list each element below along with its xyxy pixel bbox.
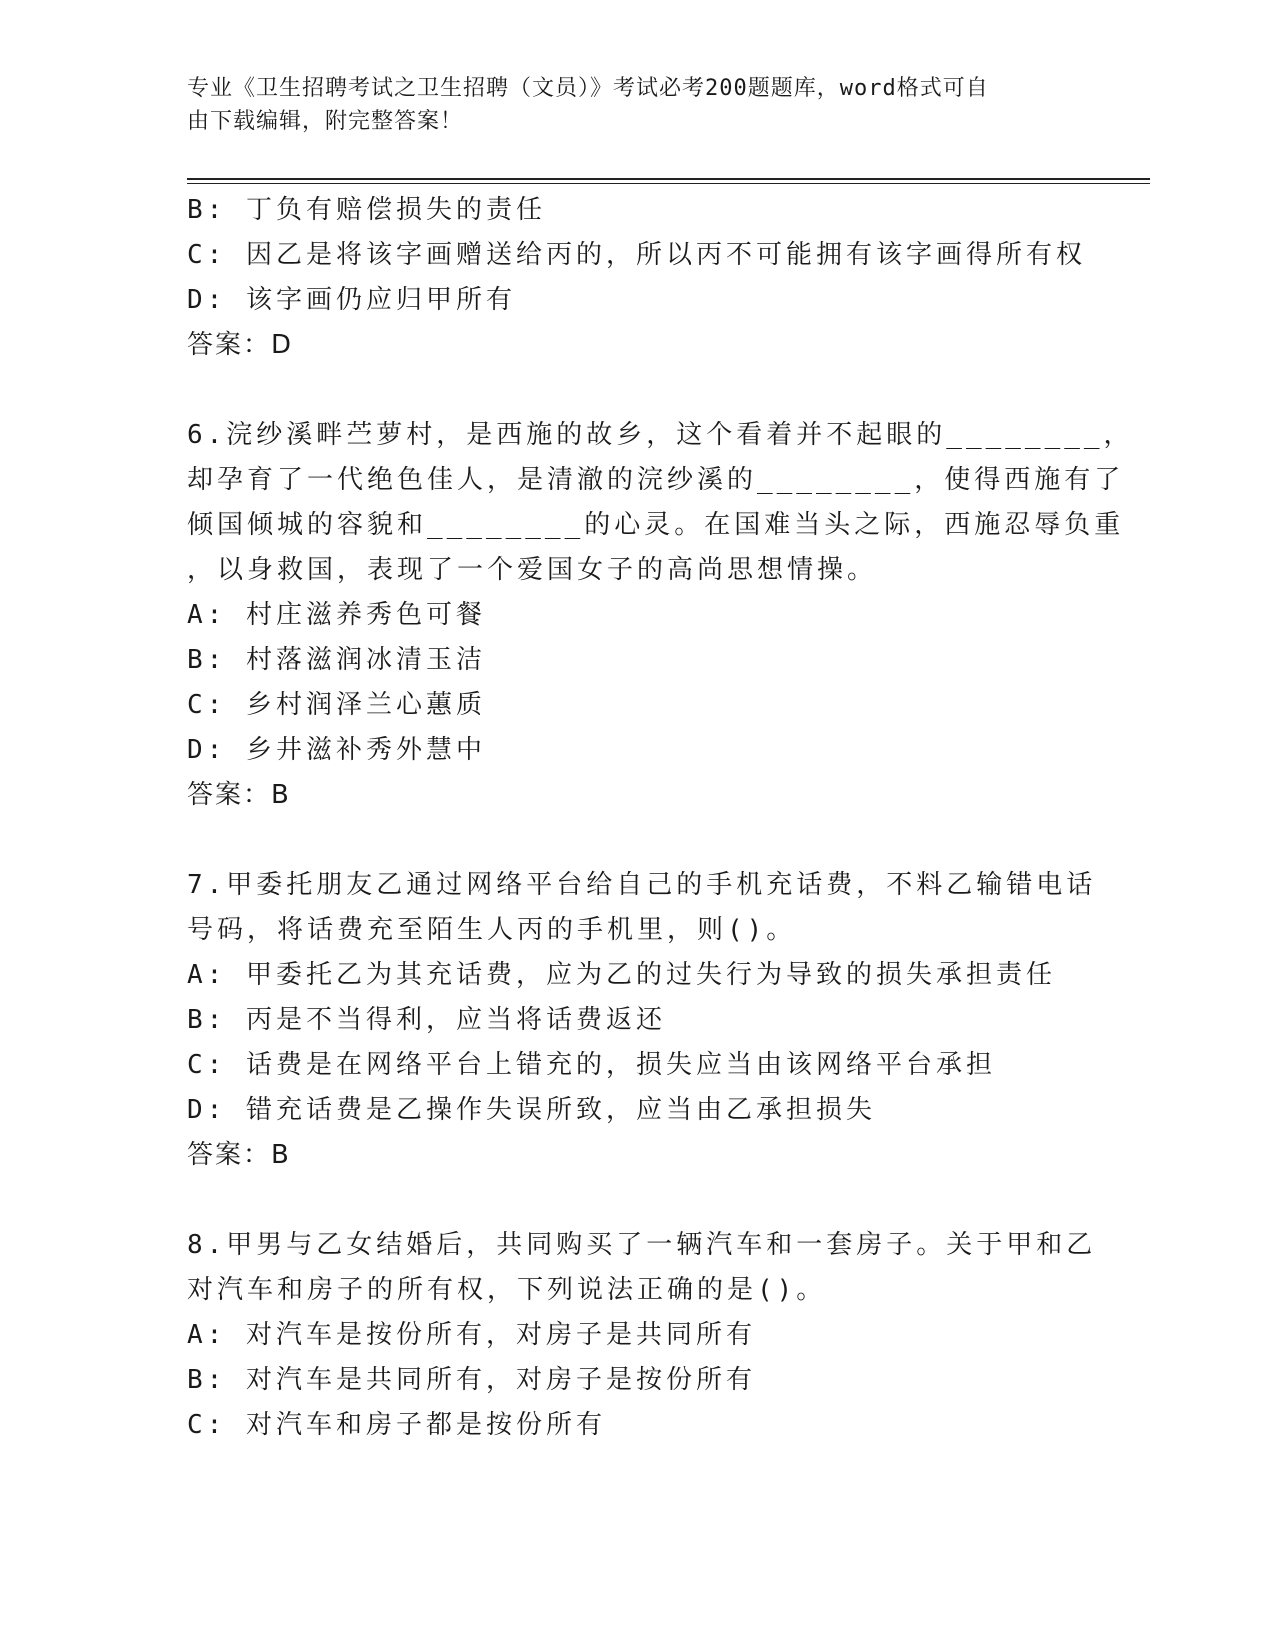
document-header xyxy=(187,72,1067,138)
question-stem: 8.甲男与乙女结婚后，共同购买了一辆汽车和一套房子。关于甲和乙 xyxy=(187,1230,1097,1260)
question-stem: ，以身救国，表现了一个爱国女子的高尚思想情操。 xyxy=(187,555,878,585)
option-d: D: 乡井滋补秀外慧中 xyxy=(187,735,486,765)
answer: 答案：B xyxy=(187,1140,291,1170)
option-d: D: 错充话费是乙操作失误所致，应当由乙承担损失 xyxy=(187,1095,876,1125)
option-a: A: 甲委托乙为其充话费，应为乙的过失行为导致的损失承担责任 xyxy=(187,960,1056,990)
option-a: A: 对汽车是按份所有，对房子是共同所有 xyxy=(187,1320,756,1350)
answer: 答案：B xyxy=(187,780,291,810)
option-b: B: 丁负有赔偿损失的责任 xyxy=(187,195,546,225)
question-8 xyxy=(187,1223,1097,1448)
question-stem: 7.甲委托朋友乙通过网络平台给自己的手机充话费，不料乙输错电话 xyxy=(187,870,1097,900)
question-stem: 对汽车和房子的所有权，下列说法正确的是()。 xyxy=(187,1275,827,1305)
question-stem: 倾国倾城的容貌和________的心灵。在国难当头之际，西施忍辱负重 xyxy=(187,510,1125,540)
header-line-2: 由下载编辑，附完整答案！ xyxy=(187,109,464,134)
question-stem: 却孕育了一代绝色佳人，是清澈的浣纱溪的________，使得西施有了 xyxy=(187,465,1125,495)
option-c: C: 话费是在网络平台上错充的，损失应当由该网络平台承担 xyxy=(187,1050,996,1080)
option-a: A: 村庄滋养秀色可餐 xyxy=(187,600,486,630)
header-line-1: 专业《卫生招聘考试之卫生招聘（文员）》考试必考200题题库，word格式可自 xyxy=(187,76,989,101)
header-rule-thick xyxy=(187,178,1150,180)
option-c: C: 因乙是将该字画赠送给丙的，所以丙不可能拥有该字画得所有权 xyxy=(187,240,1086,270)
option-c: C: 乡村润泽兰心蕙质 xyxy=(187,690,486,720)
header-rule-thin xyxy=(187,183,1150,184)
question-7 xyxy=(187,863,1097,1178)
option-d: D: 该字画仍应归甲所有 xyxy=(187,285,516,315)
question-stem: 6.浣纱溪畔苎萝村，是西施的故乡，这个看着并不起眼的________， xyxy=(187,420,1134,450)
option-b: B: 丙是不当得利，应当将话费返还 xyxy=(187,1005,666,1035)
question-list xyxy=(187,188,1134,1448)
question-6 xyxy=(187,413,1134,818)
question-stem: 号码，将话费充至陌生人丙的手机里，则()。 xyxy=(187,915,797,945)
option-b: B: 村落滋润冰清玉洁 xyxy=(187,645,486,675)
option-b: B: 对汽车是共同所有，对房子是按份所有 xyxy=(187,1365,756,1395)
answer: 答案：D xyxy=(187,330,294,360)
option-c: C: 对汽车和房子都是按份所有 xyxy=(187,1410,606,1440)
question-5-tail xyxy=(187,188,1087,368)
